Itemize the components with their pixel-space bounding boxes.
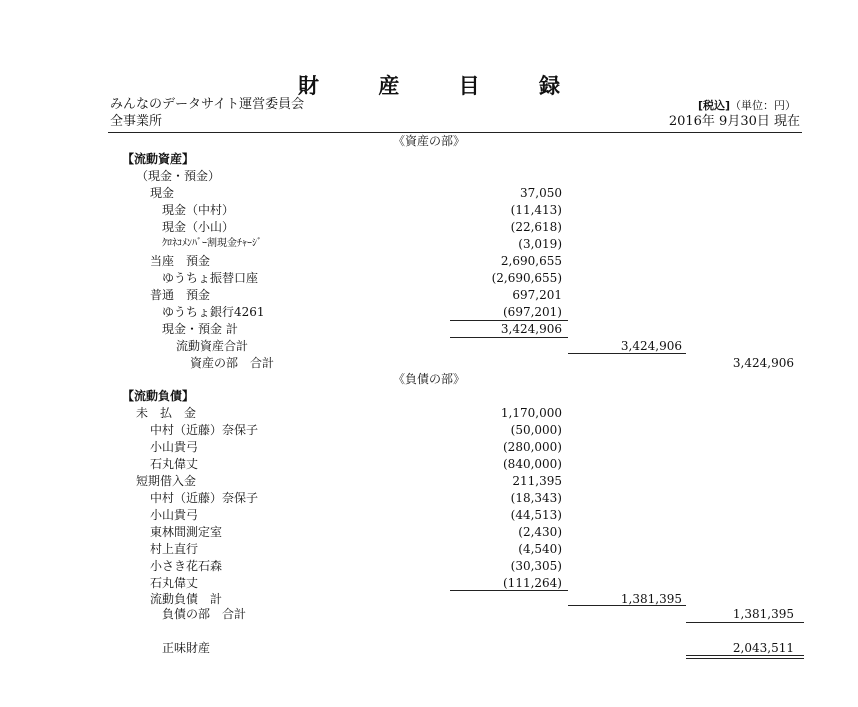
row-label: ｸﾛﾈｺﾒﾝﾊﾞｰ割現金ﾁｬｰｼﾞ: [162, 238, 262, 249]
subtotal-rule: [450, 590, 568, 591]
unit-label: （単位：円）: [730, 99, 796, 112]
tax-unit-label: [698, 98, 796, 114]
row-label: 小山貴弓: [150, 440, 199, 454]
row-amount: 3,424,906: [500, 322, 562, 336]
row-label: 現金: [150, 186, 175, 200]
row-amount: (22,618): [510, 220, 562, 234]
row-label: ゆうちょ銀行4261: [162, 305, 265, 319]
row-amount: 1,170,000: [500, 406, 562, 420]
organization-name: みんなのデータサイト運営委員会: [110, 97, 305, 112]
row-amount: 697,201: [512, 288, 562, 302]
row-amount: 1,381,395: [620, 592, 682, 606]
row-label: 小さき花石森: [150, 559, 223, 573]
assets-section-label: 《資産の部》: [392, 134, 465, 148]
row-label: 未 払 金: [136, 406, 197, 420]
row-label: 負債の部 合計: [162, 607, 247, 621]
row-amount: (4,540): [518, 542, 562, 556]
row-amount: 2,690,655: [500, 254, 562, 268]
row-amount: (11,413): [510, 203, 562, 217]
row-label: 普通 預金: [150, 288, 211, 302]
row-label: 資産の部 合計: [190, 356, 275, 370]
as-of-date: 2016年 9月30日 現在: [668, 114, 800, 129]
row-amount: (840,000): [503, 457, 562, 471]
row-amount: (44,513): [510, 508, 562, 522]
double-rule-bottom: [686, 658, 804, 659]
row-amount: 3,424,906: [732, 356, 794, 370]
page-title: 財 産 目 録: [298, 74, 586, 98]
current-liabilities-heading: 【流動負債】: [122, 389, 195, 403]
row-label: 中村（近藤）奈保子: [150, 491, 259, 505]
row-amount: (697,201): [503, 305, 562, 319]
row-amount: (2,690,655): [491, 271, 562, 285]
current-assets-heading: 【流動資産】: [122, 152, 195, 166]
row-amount: 211,395: [512, 474, 562, 488]
row-amount: (50,000): [510, 423, 562, 437]
tax-label: [税込]: [697, 99, 730, 112]
row-amount: 3,424,906: [620, 339, 682, 353]
total-rule: [568, 353, 686, 354]
subtotal-rule: [450, 337, 568, 338]
row-amount: (111,264): [503, 576, 562, 590]
row-label: 石丸偉丈: [150, 457, 199, 471]
liabilities-section-label: 《負債の部》: [392, 372, 465, 386]
row-label: 正味財産: [162, 641, 211, 655]
row-label: 現金（中村）: [162, 203, 235, 217]
row-label: 現金（小山）: [162, 220, 235, 234]
row-amount: 1,381,395: [732, 607, 794, 621]
row-label: 中村（近藤）奈保子: [150, 423, 259, 437]
row-amount: 2,043,511: [732, 641, 794, 655]
row-amount: (18,343): [510, 491, 562, 505]
row-amount: (2,430): [518, 525, 562, 539]
row-label: 現金・預金 計: [162, 322, 238, 336]
row-amount: (30,305): [510, 559, 562, 573]
scope-label: 全事業所: [110, 114, 163, 129]
total-rule: [686, 622, 804, 623]
row-label: 流動負債 計: [150, 592, 223, 606]
row-label: 流動資産合計: [176, 339, 249, 353]
row-amount: (280,000): [503, 440, 562, 454]
row-label: 東林間測定室: [150, 525, 223, 539]
row-amount: (3,019): [518, 237, 562, 251]
row-label: 短期借入金: [136, 474, 197, 488]
row-label: ゆうちょ振替口座: [162, 271, 259, 285]
double-rule-top: [686, 655, 804, 656]
row-label: 当座 預金: [150, 254, 211, 268]
cash-deposits-subheading: （現金・預金）: [136, 169, 221, 183]
row-label: 小山貴弓: [150, 508, 199, 522]
total-rule: [568, 605, 686, 606]
row-amount: 37,050: [520, 186, 562, 200]
row-label: 石丸偉丈: [150, 576, 199, 590]
row-label: 村上直行: [150, 542, 199, 556]
